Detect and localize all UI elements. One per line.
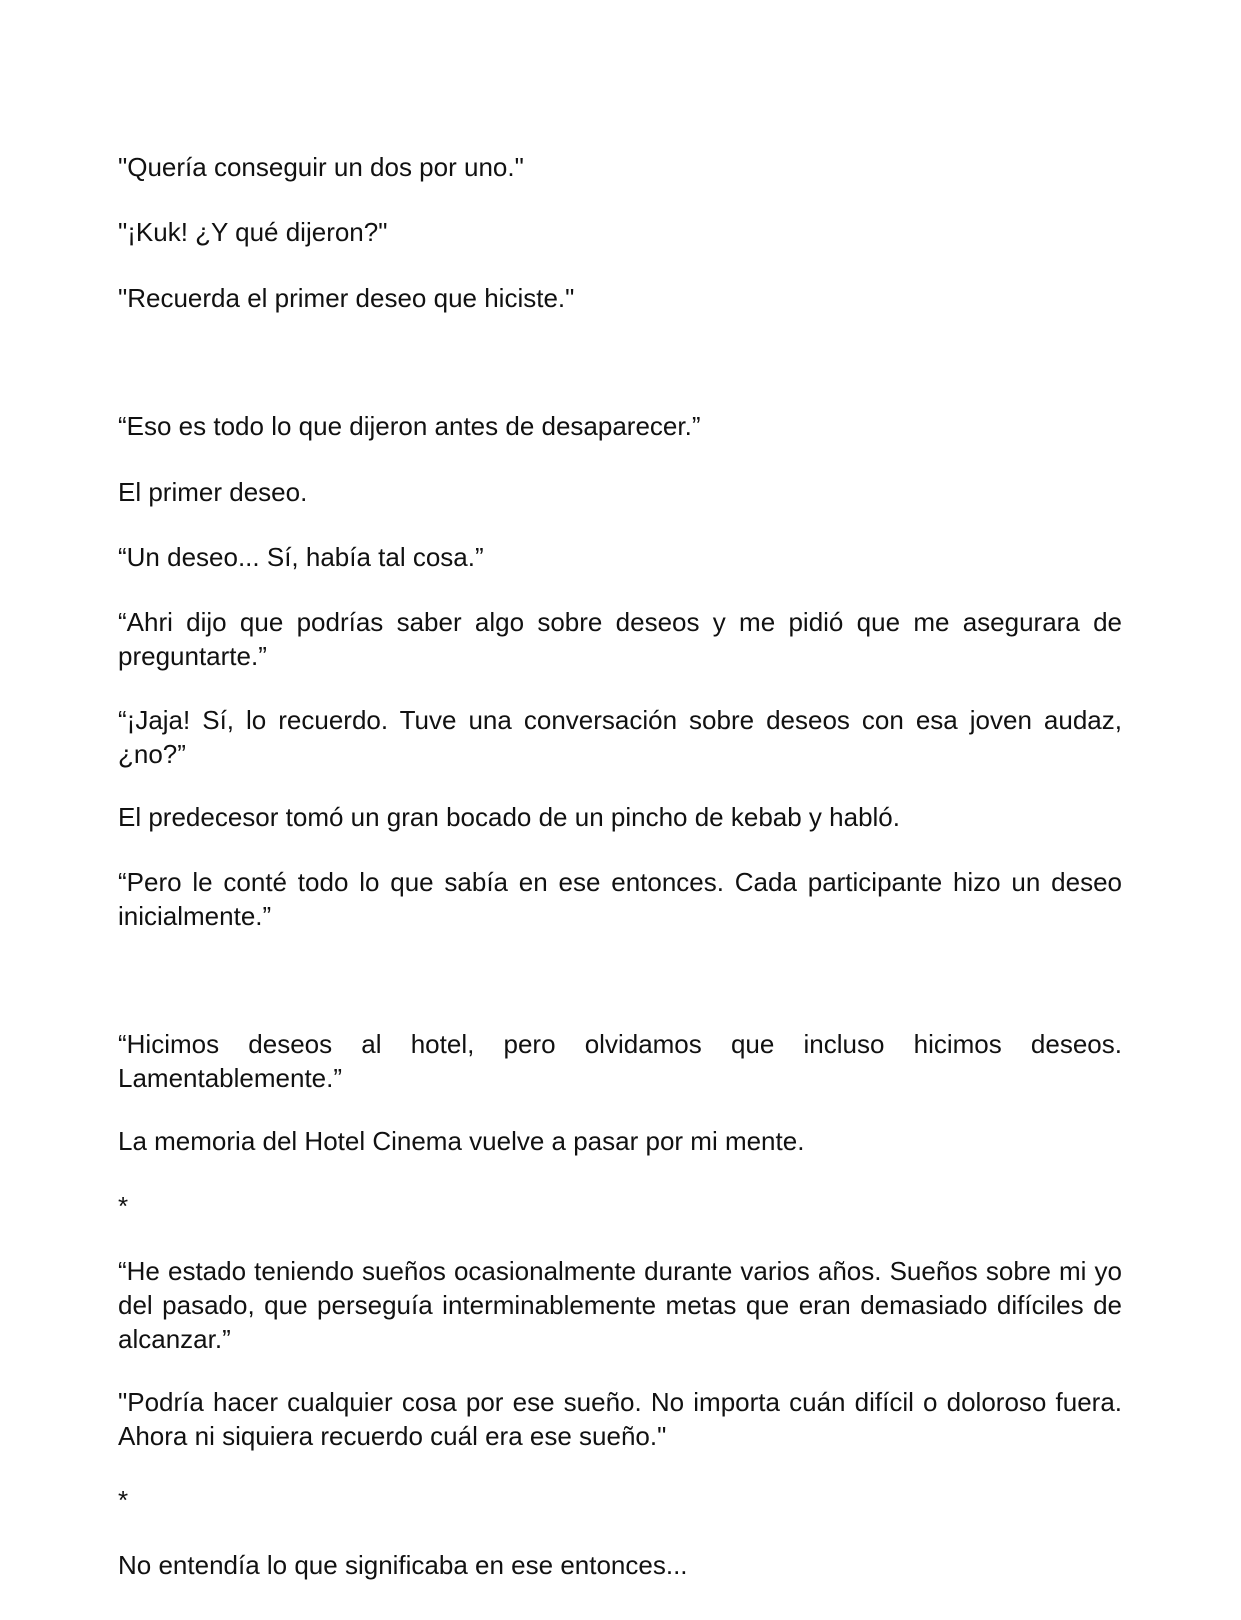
paragraph-narration: No entendía lo que significaba en ese entonces...	[118, 1550, 688, 1580]
paragraph-quote: “He estado teniendo sueños ocasionalmente durante varios años. Sueños sobre mi yo del pasado, que perseguía interminablemente metas que eran demasiado difíciles de alcanzar.”	[118, 1256, 1122, 1354]
paragraph-quote: “Un deseo... Sí, había tal cosa.”	[118, 542, 484, 572]
paragraph-quote: “Pero le conté todo lo que sabía en ese entonces. Cada participante hizo un deseo inicialmente.”	[118, 867, 1122, 931]
paragraph-narration: La memoria del Hotel Cinema vuelve a pasar por mi mente.	[118, 1126, 805, 1156]
paragraph-quote: "Quería conseguir un dos por uno."	[118, 152, 524, 182]
paragraph-quote: “Ahri dijo que podrías saber algo sobre deseos y me pidió que me asegurara de preguntarte.”	[118, 607, 1122, 671]
paragraph-quote: "¡Kuk! ¿Y qué dijeron?"	[118, 217, 388, 247]
section-separator: *	[118, 1191, 129, 1221]
paragraph-quote: "Podría hacer cualquier cosa por ese sueño. No importa cuán difícil o doloroso fuera. Ahora ni siquiera recuerdo cuál era ese sueño."	[118, 1387, 1122, 1451]
paragraph-narration: El primer deseo.	[118, 477, 308, 507]
paragraph-quote: “¡Jaja! Sí, lo recuerdo. Tuve una conversación sobre deseos con esa joven audaz, ¿no?”	[118, 705, 1122, 769]
paragraph-quote: “Hicimos deseos al hotel, pero olvidamos que incluso hicimos deseos. Lamentablemente.”	[118, 1029, 1122, 1093]
paragraph-narration: El predecesor tomó un gran bocado de un pincho de kebab y habló.	[118, 802, 900, 832]
section-separator: *	[118, 1485, 129, 1515]
paragraph-quote: "Recuerda el primer deseo que hiciste."	[118, 283, 575, 313]
paragraph-quote: “Eso es todo lo que dijeron antes de desaparecer.”	[118, 411, 701, 441]
